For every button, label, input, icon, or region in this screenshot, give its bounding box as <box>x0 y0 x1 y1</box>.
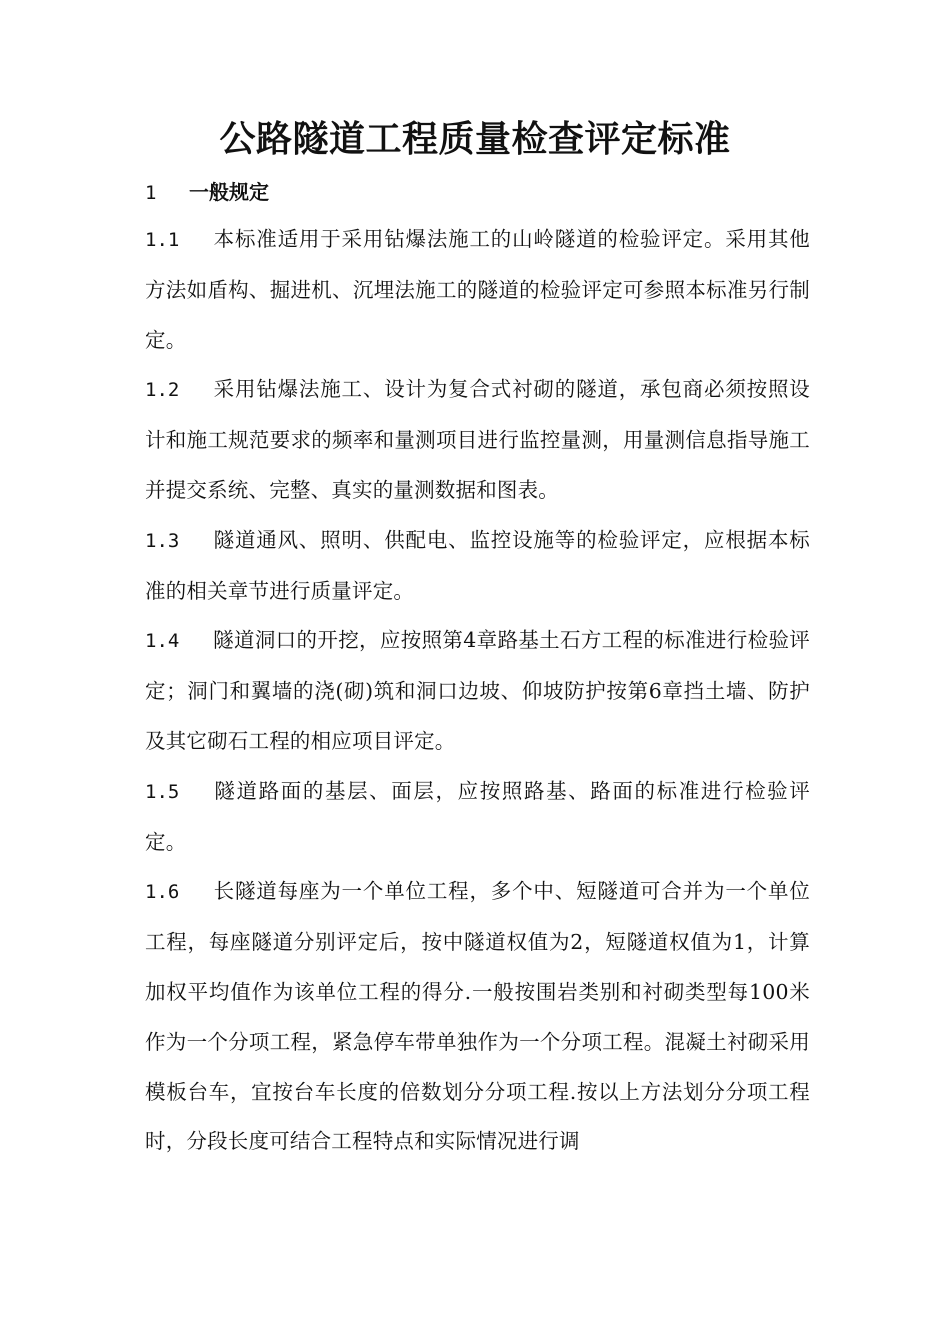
clause-number: 1.4 <box>145 630 180 653</box>
clause-number: 1.2 <box>145 379 180 402</box>
clause-1-3 <box>145 516 810 617</box>
clause-number: 1.1 <box>145 229 180 251</box>
document-title: 公路隧道工程质量检查评定标准 <box>219 119 731 160</box>
clause-1-2 <box>145 365 810 515</box>
clause-1-5 <box>145 767 810 868</box>
clause-text: 隧道路面的基层、面层，应按照路基、路面的标准进行检验评定。 <box>145 778 810 854</box>
section-heading <box>145 172 815 212</box>
clause-text: 隧道通风、照明、供配电、监控设施等的检验评定，应根据本标准的相关章节进行质量评定。 <box>145 527 810 603</box>
clause-number: 1.3 <box>145 529 180 552</box>
clause-number: 1.6 <box>145 881 180 904</box>
clause-text: 长隧道每座为一个单位工程，多个中、短隧道可合并为一个单位工程，每座隧道分别评定后，按中隧道权值为2，短隧道权值为1，计算加权平均值作为该单位工程的得分.一般按围岩类别和衬砌类型每100米作为一个分项工程，紧急停车带单独作为一个分项工程。混凝土衬砌采用模板台车，宜按台车长度的倍数划分分项工程.按以上方法划分分项工程时，分段长度可结合工程特点和实际情况进行调 <box>145 879 810 1154</box>
clause-text: 本标准适用于采用钻爆法施工的山岭隧道的检验评定。采用其他方法如盾构、掘进机、沉埋法施工的隧道的检验评定可参照本标准另行制定。 <box>145 227 810 352</box>
clause-text: 隧道洞口的开挖，应按照第4章路基土石方工程的标准进行检验评定；洞门和翼墙的浇(砌)筑和洞口边坡、仰坡防护按第6章挡土墙、防护及其它砌石工程的相应项目评定。 <box>145 628 810 753</box>
clauses-body <box>145 215 810 1167</box>
clause-1-4 <box>145 616 810 766</box>
clause-1-1 <box>145 215 810 365</box>
clause-number: 1.5 <box>145 780 180 803</box>
section-number: 1 <box>145 182 157 204</box>
clause-text: 采用钻爆法施工、设计为复合式衬砌的隧道，承包商必须按照设计和施工规范要求的频率和量测项目进行监控量测，用量测信息指导施工并提交系统、完整、真实的量测数据和图表。 <box>145 377 810 502</box>
clause-1-6 <box>145 867 810 1167</box>
section-title: 一般规定 <box>189 180 269 204</box>
